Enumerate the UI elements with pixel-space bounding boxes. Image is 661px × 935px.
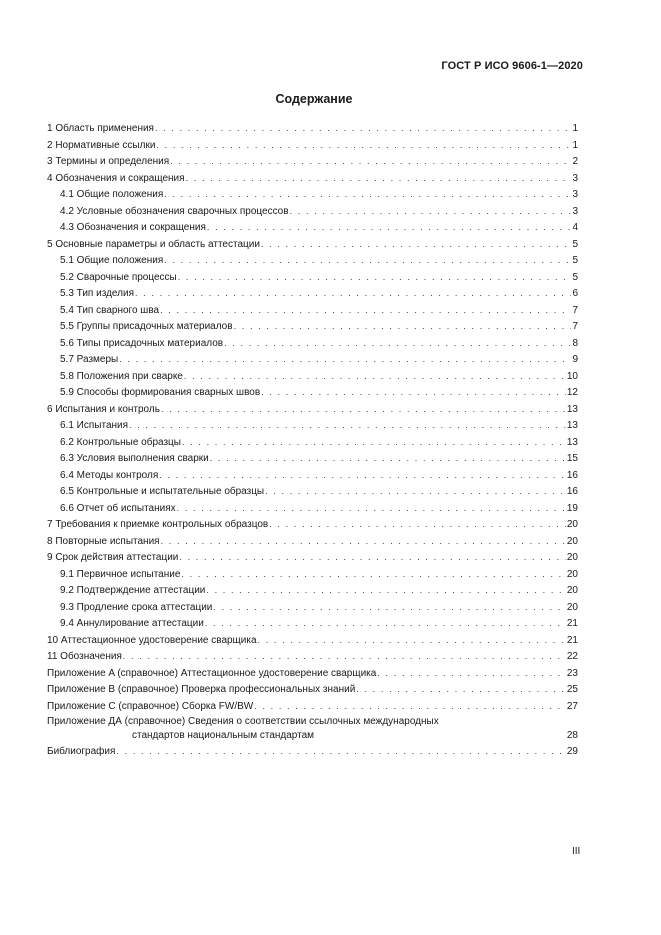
toc-entry-text: 6.1 Испытания	[60, 420, 129, 431]
toc-entry[interactable]	[47, 434, 578, 451]
toc-entry[interactable]	[47, 681, 578, 698]
toc-entry[interactable]	[47, 483, 578, 500]
dot-leader	[210, 450, 566, 467]
dot-leader	[213, 599, 565, 616]
dot-leader	[155, 120, 571, 137]
toc-entry-page: 1	[572, 123, 578, 134]
toc-entry-page: 4	[572, 222, 578, 233]
dot-leader	[265, 483, 566, 500]
toc-entry-page: 20	[566, 601, 578, 613]
dot-leader	[224, 335, 571, 352]
toc-entry[interactable]	[47, 203, 578, 220]
toc-entry-text: 3 Термины и определения	[47, 156, 170, 167]
dot-leader	[116, 743, 565, 760]
toc-entry-page: 10	[566, 370, 578, 382]
dot-leader	[261, 384, 566, 401]
toc-entry-page: 3	[572, 205, 578, 217]
toc-entry-page: 12	[566, 387, 578, 398]
dot-leader	[234, 318, 572, 335]
dot-leader	[182, 434, 566, 451]
page-title: Содержание	[275, 92, 353, 106]
dot-leader	[123, 648, 566, 665]
dot-leader	[179, 549, 566, 566]
toc-entry-page: 20	[566, 585, 578, 596]
toc-entry-page: 13	[566, 420, 578, 431]
dot-leader	[186, 170, 572, 187]
toc-entry-page: 7	[572, 304, 578, 316]
toc-entry-page: 2	[572, 156, 578, 167]
toc-entry-text: 9.1 Первичное испытание	[60, 568, 181, 580]
dot-leader	[207, 219, 572, 236]
toc-entry[interactable]	[47, 186, 578, 203]
toc-entry-text: 5.1 Общие положения	[60, 255, 164, 266]
toc-entry-text: 1 Область применения	[47, 123, 154, 134]
toc-entry[interactable]	[47, 500, 578, 517]
toc-entry[interactable]	[47, 582, 578, 599]
toc-entry-text: 4 Обозначения и сокращения	[47, 172, 185, 184]
toc-entry-page: 19	[566, 502, 578, 514]
toc-entry-page: 1	[572, 139, 578, 151]
toc-entry[interactable]	[47, 252, 578, 269]
toc-entry-text: 4.3 Обозначения и сокращения	[60, 222, 206, 233]
toc-entry-text: 2 Нормативные ссылки	[47, 139, 156, 151]
toc-entry-text: 5.7 Размеры	[60, 354, 119, 365]
toc-entry[interactable]	[47, 615, 578, 632]
toc-entry-page: 20	[566, 552, 578, 563]
toc-entry[interactable]	[47, 566, 578, 583]
toc-entry-text: 9.4 Аннулирование аттестации	[60, 618, 204, 629]
toc-entry-page: 21	[566, 634, 578, 646]
toc-entry-text: 9.3 Продление срока аттестации	[60, 601, 213, 613]
toc-entry-text: Приложение C (справочное) Сборка FW/BW	[47, 700, 254, 712]
toc-entry-text: 4.1 Общие положения	[60, 189, 164, 200]
toc-entry-text: 5.3 Тип изделия	[60, 288, 134, 299]
toc-entry-text: 9.2 Подтверждение аттестации	[60, 585, 206, 596]
toc-entry-text: 4.2 Условные обозначения сварочных процессов	[60, 205, 289, 217]
toc-entry-page: 15	[566, 453, 578, 464]
dot-leader	[184, 368, 566, 385]
toc-entry-page: 28	[566, 730, 578, 741]
toc-entry-page: 20	[566, 568, 578, 580]
toc-entry-annex-da[interactable]	[47, 715, 578, 743]
toc-entry-text: 5.4 Тип сварного шва	[60, 304, 160, 316]
toc-entry[interactable]	[47, 368, 578, 385]
toc-entry-page: 22	[566, 651, 578, 662]
dot-leader	[290, 203, 572, 220]
toc-entry[interactable]	[47, 516, 578, 533]
toc-entry-page: 9	[572, 354, 578, 365]
toc-entry-text: 8 Повторные испытания	[47, 535, 160, 547]
toc-entry-page: 21	[566, 618, 578, 629]
toc-entry-page: 23	[566, 667, 578, 679]
toc-entry-page: 20	[566, 519, 578, 530]
toc-entry-page: 25	[566, 684, 578, 695]
toc-entry-page: 20	[566, 535, 578, 547]
toc-entry-text: Библиография	[47, 746, 116, 757]
toc-entry[interactable]	[47, 285, 578, 302]
toc-entry-text: Приложение B (справочное) Проверка профессиональных знаний	[47, 684, 356, 695]
toc-entry[interactable]	[47, 599, 578, 616]
toc-entry[interactable]	[47, 467, 578, 484]
toc-entry[interactable]	[47, 533, 578, 550]
toc-entry-page: 3	[572, 172, 578, 184]
toc-entry[interactable]	[47, 318, 578, 335]
dot-leader	[206, 582, 566, 599]
dot-leader	[177, 500, 566, 517]
toc-entry[interactable]	[47, 401, 578, 418]
dot-leader	[164, 252, 571, 269]
toc-entry[interactable]	[47, 236, 578, 253]
page-number: III	[572, 846, 581, 857]
dot-leader	[356, 681, 566, 698]
toc-entry-page: 16	[566, 469, 578, 481]
toc-entry-text: Приложение A (справочное) Аттестационное удостоверение сварщика	[47, 667, 377, 679]
dot-leader	[205, 615, 566, 632]
toc-entry-page: 8	[572, 337, 578, 349]
toc-entry[interactable]	[47, 137, 578, 154]
toc-entry-text: 6 Испытания и контроль	[47, 403, 160, 415]
toc-entry[interactable]	[47, 384, 578, 401]
toc-entry-bibliography[interactable]	[47, 743, 578, 760]
toc-entry[interactable]	[47, 549, 578, 566]
toc-entry-text: 5.6 Типы присадочных материалов	[60, 337, 224, 349]
toc-entry-text: 6.2 Контрольные образцы	[60, 436, 181, 448]
toc-entry-page: 27	[566, 700, 578, 712]
document-standard-header: ГОСТ Р ИСО 9606-1—2020	[441, 60, 583, 72]
toc-entry-page: 29	[566, 746, 578, 757]
toc-entry[interactable]	[47, 417, 578, 434]
toc-entry-page: 16	[566, 486, 578, 497]
toc-entry-page: 5	[572, 238, 578, 250]
toc-entry[interactable]	[47, 648, 578, 665]
toc-entry-text: 6.4 Методы контроля	[60, 469, 159, 481]
toc-entry[interactable]	[47, 302, 578, 319]
dot-leader	[254, 698, 566, 715]
toc-entry-text: 5.2 Сварочные процессы	[60, 271, 177, 283]
toc-entry[interactable]	[47, 219, 578, 236]
dot-leader	[159, 467, 566, 484]
toc-entry[interactable]	[47, 170, 578, 187]
dot-leader	[181, 566, 565, 583]
dot-leader	[261, 236, 572, 253]
toc-entry-text: 9 Срок действия аттестации	[47, 552, 179, 563]
dot-leader	[170, 153, 571, 170]
dot-leader	[377, 665, 566, 682]
toc-entry[interactable]	[47, 351, 578, 368]
toc-entry-page: 13	[566, 403, 578, 415]
toc-entry-text: 6.5 Контрольные и испытательные образцы	[60, 486, 265, 497]
toc-entry-page: 5	[572, 255, 578, 266]
toc-entry-text: 5 Основные параметры и область аттестации	[47, 238, 260, 250]
toc-entry[interactable]	[47, 269, 578, 286]
toc-entry-text-continued: стандартов национальным стандартам	[132, 730, 315, 741]
toc-entry-page: 5	[572, 271, 578, 283]
toc-entry-text: Приложение ДА (справочное) Сведения о соответствии ссылочных международных	[47, 716, 439, 727]
toc-entry[interactable]	[47, 120, 578, 137]
toc-entry-page: 7	[572, 321, 578, 332]
dot-leader	[269, 516, 566, 533]
table-of-contents	[47, 120, 578, 760]
dot-leader	[129, 417, 566, 434]
toc-entry[interactable]	[47, 335, 578, 352]
toc-entry-text: 6.3 Условия выполнения сварки	[60, 453, 209, 464]
dot-leader	[161, 533, 566, 550]
dot-leader	[164, 186, 571, 203]
toc-entry-text: 5.5 Группы присадочных материалов	[60, 321, 233, 332]
dot-leader	[258, 632, 566, 649]
toc-entry[interactable]	[47, 698, 578, 715]
dot-leader	[161, 401, 566, 418]
toc-entry[interactable]	[47, 665, 578, 682]
dot-leader	[135, 285, 571, 302]
dot-leader	[178, 269, 572, 286]
toc-entry-text: 6.6 Отчет об испытаниях	[60, 502, 176, 514]
dot-leader	[119, 351, 571, 368]
toc-entries	[47, 120, 578, 714]
toc-entry[interactable]	[47, 153, 578, 170]
toc-entry-page: 3	[572, 189, 578, 200]
dot-leader	[160, 302, 571, 319]
dot-leader	[156, 137, 571, 154]
toc-entry-text: 11 Обозначения	[47, 651, 122, 662]
toc-entry-text: 10 Аттестационное удостоверение сварщика	[47, 634, 257, 646]
toc-entry-page: 6	[572, 288, 578, 299]
toc-entry-text: 5.8 Положения при сварке	[60, 370, 183, 382]
toc-entry[interactable]	[47, 632, 578, 649]
toc-entry[interactable]	[47, 450, 578, 467]
toc-entry-text: 7 Требования к приемке контрольных образцов	[47, 519, 269, 530]
toc-entry-text: 5.9 Способы формирования сварных швов	[60, 387, 261, 398]
toc-entry-page: 13	[566, 436, 578, 448]
